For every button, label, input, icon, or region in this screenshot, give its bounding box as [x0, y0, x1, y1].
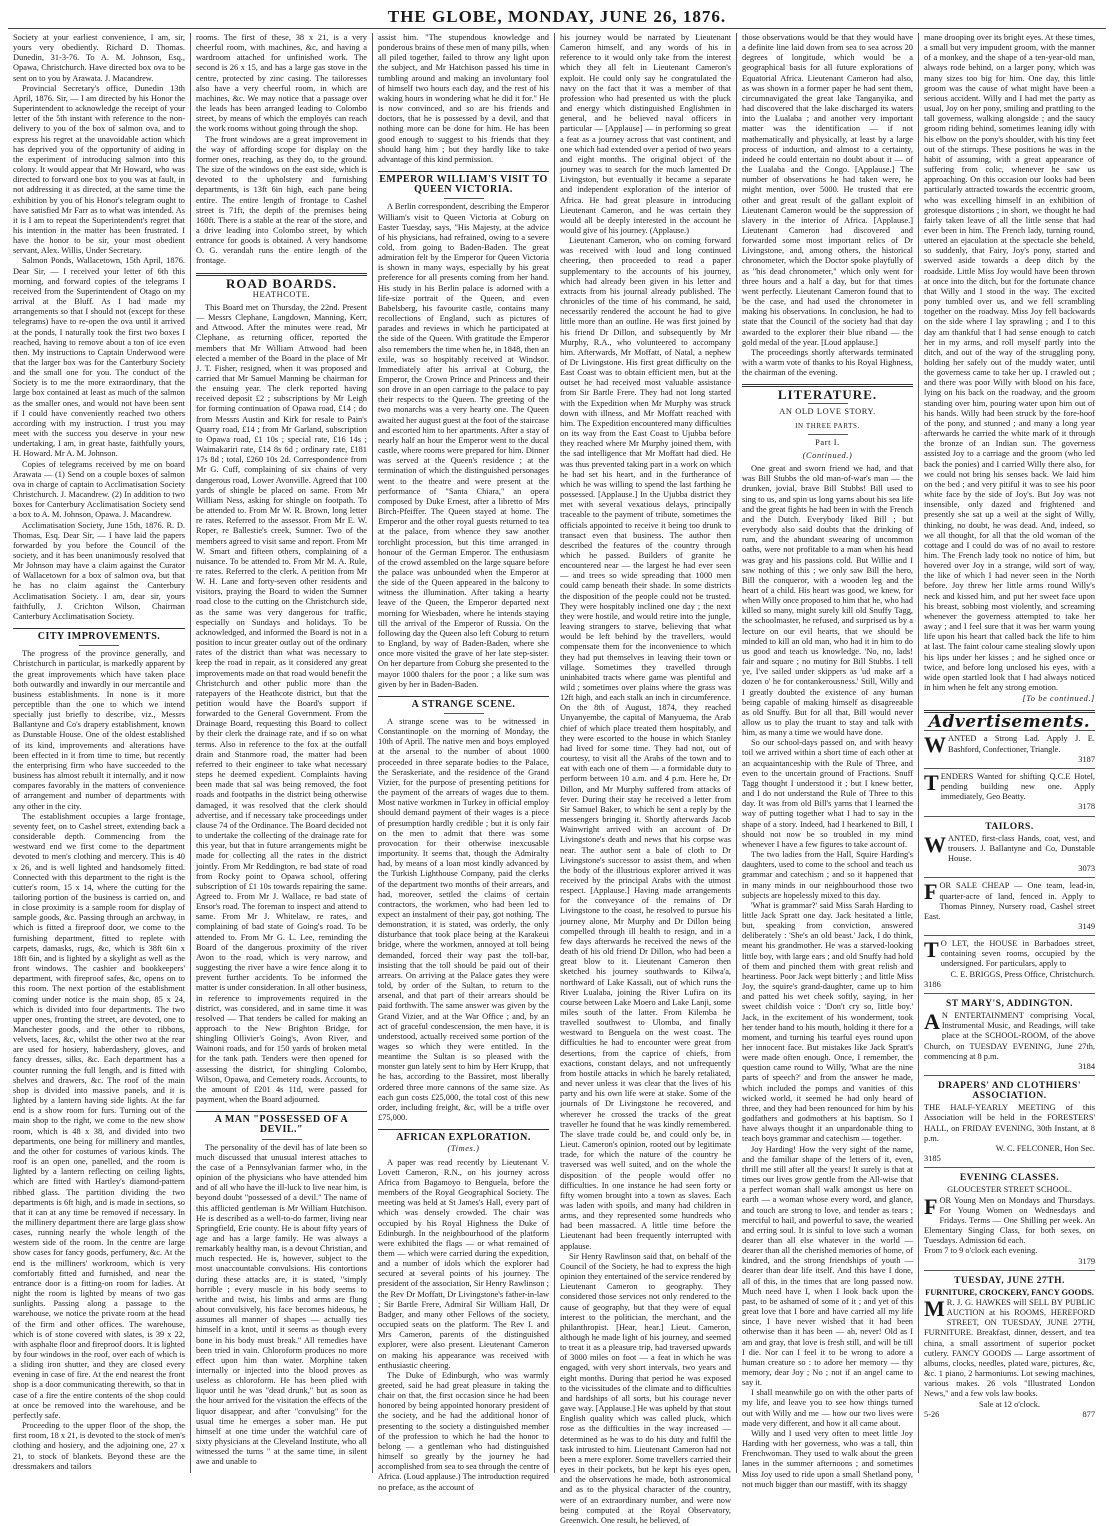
- city-continued: rooms. The first of these, 38 x 21, is a very cheerful room, with machines, &c, and having a wardroom attached for unfinished work. The second is 26 x 15, and has a large gas stove in the centre, protected by zinc casing. The tailoresses also have a very cheerful room, in which are machines, &c. We may notice that a passage over the leads has been arranged leading to Colombo street, by means of which the employés can reach the work rooms without going through the shop.: [196, 33, 367, 134]
- heading-man-possessed: A MAN "POSSESSED OF A DEVIL.": [214, 1114, 349, 1136]
- story-paragraph-7: Willy and I used very often to meet little Joy Harding with her governess, who was a tall, thin Frenchwoman. They used to walk about the green lanes in the summer afternoons ; and sometimes Miss Joy used to ride upon a small Shetland pony, not much bigger than our mastiff, with its shaggy: [742, 1428, 913, 1489]
- african-paragraph-3: Lieutenant Cameron, who on coming forward was received with loud and long continued cheering, then proceeded to read a paper supplementary to the accounts of his journey, which had already been given in his letter and extracts from his journal already published. The chronicles of the time of his command, he said, necessarily rendered the account he had to give little more than an outline. He was first joined by his friend Dr Dillon, and subsequently by Mr Murphy, R.A., who volunteered to accompany him. Afterwards, Mr Moffatt, of Natal, a nephew of Dr Livingstone. His first great difficulty on the East Coast was to obtain efficient men, but at the outset he had received most valuable assistance from Sir Bartle Frere. They had not long started with the Expedition when Mr Murphy was struck down with illness, and Mr Moffatt reached with him. The Expedition encountered many difficulties on its way from the East Coast to Ujubba before they reached where Mr Murphy joined them, with the sad intelligence that Mr Moffatt had died. He was thus prevented taking part in a work on which he had set his heart, and in the furtherance of which he was willing to spend the last farthing he possessed. [Applause.] In the Ujubba district they met with several vexatious delays, principally traceable to the payment of tribute, sometimes the officials appointed to receive it being too drunk to transact even that business. The author then described the features of the country through which he passed. Builders of granite he encountered near — the largest he had ever seen — and trees so wide spreading that 1000 men could camp beneath their shade. In some districts the disposition of the people could not be trusted. They were hospitably inclined one day ; the next they were hostile, and would retire into the jungle, leaving strangers to starve, believing that what would be left behind by the travellers, would compensate them for the inconvenience to which they had put themselves in leaving their town or village. Sometimes they travelled through uninhabited tracts where game was plentiful and wild ; sometimes over plains where the grass was 12ft high, and each stalk an inch in circumference. On the 8th of August, 1874, they reached Unyanyembe, the capital of Manyuema, the Arab chief of which place treated them hospitably, and they were escorted to the house in which Stanley had lived for some time. They had not, out of courtesy, to visit all the Arabs of the town and to eat with each one of them — a formidable duty to perform between 10 a.m. and 4 p.m. Here he, Dr Dillon, and Mr Murphy suffered from attacks of fever. During their stay he received a letter from Sir Samuel Baker, to which he sent a reply by the messengers bringing it. Shortly afterwards Jacob Wainwright arrived with an account of Dr Livingstone's death and news that his corpse was near. The author sent a bale of cloth to Dr Livingstone's successor to assist them, and when the body of the illustrious explorer arrived it was received by the principal Arabs with the utmost respect. [Applause.] Having made arrangements for the conveyance of the remains of Dr Livingstone to the coast, he resolved to pursue his journey alone, Mr Murphy and Dr Dillon being compelled through ill health to resign, and in a few days afterwards he received the news of the death of his old friend Dr Dillon, who had been a great blow to it. Lieutenant Cameron then sketched his journey southwards to Kilwa'a, northward of Lake Kassali, out of which runs the River Lualaba, joining the River Lufira on its course between Lake Moero and Lake Lanji, some miles south of the latter. From Kilemba he travelled southwest to Ulomba, and finally westward to Benguela on the west coast. The difficulties he had to encounter were great from desertions, from the caprice of chiefs, from exactions, constant delays, and not unfrequently from hostile attacks in which he barely retaliated, and never unless it was clear that the lives of his party and his own life were at stake. Some of the journals of Dr Livingstone he recovered, and wherever he crossed the tracks of the great traveller he found that he was kindly remembered. The slave trade could be, and could only be, in Lieut. Cameron's opinion, rooted out by legitimate trade, for which the nature of the country he traversed was well suited, and on the whole the disposition of the people would offer no difficulties. In one instance he had seen forty or fifty women brought into a town as slaves. Each was laden with spoils, and many had children in arms, and they represented some hundreds who had been massacred. A little time before the Lieutenant had been frequently interrupted with applause.: [560, 236, 731, 1251]
- ad-subheading: FURNITURE, CROCKERY, FANCY GOODS.: [925, 1287, 1094, 1297]
- section-divider: [378, 171, 549, 172]
- column-4: [554, 33, 736, 1525]
- city-paragraph-2: The establishment occupies a large frontage, seventy feet, on to Cashel street, extending back a considerable depth. Commencing from the westward end we first come to the department devoted to men's clothing and mercery. This is 40 x 26, and is well lighted and handsomely fitted. Connected with this department to the right is the cutter's room, 15 x 14, where the cutting for the tailoring portion of the business is carried on, and in close proximity is a sample room for display of sample goods, &c. Passing through an archway, in which is fitted a fireproof door, we come to the furnishing department, fitted to replete with carpets, damasks, rugs, &c, which is 38ft 6in x 18ft 6in, and is lighted by a skylight as well as the front windows. The cashier and bookkeepers' department, with fireproof safes, &c, opens on to this room. The next portion of the establishment coming under notice is the main shop, 85 x 24, which is divided into four departments. The two upper ones, fronting the street, are devoted, one to Manchester goods, and the other to ribbons, velvets, laces, &c, whilst the other two at the rear are used for hosiery, haberdashery, gloves, and fancy dresses, silks, &c. Each department has a counter running the full length, and is fitted with shelves and drawers, &c. The roof of the main shop is divided into massive panels, and it is lighted by a lantern having side lights. At the far end is a show room for furs. Turning out of the main shop to the right, we come to the new show room, which is 48 x 38, and divided into two departments, one being for millinery and mantles, and the other for costumes of various kinds. The roof is an open one, panelled, and the room is lighted by a lantern reflecting on ceiling lights, which are fitted with Hartley's diamond-pattern ribbed glass. The partition dividing the two departments is 6ft high, and is made in sections, so that it can at any time be removed if necessary. In the millinery department there are large glass show cases, running nearly the whole length of the western side of the room. In the centre are large show cases for fancy goods, perfumery, &c. At the end is the milliners' workroom, which is very comfortably fitted and furnished, and near the entrance door is a fitting-on room for ladies. At night the room is lighted by means of two gas sunlights. Passing along a passage to the warehouse, we notice the private room at the head of the firm and other offices. The warehouse, which is of stone covered with slates, is 39 x 22, with asphalte floor and fireproof doors. It is lighted by four windows in the roof, over each of which is a sliding iron shutter, and they are closed every evening in case of fire. At the end nearest the front shop is a door communicating therewith, so that in case of a fire the entire contents of the shop could at once be removed into the warehouse, and be perfectly safe.: [13, 811, 185, 1420]
- column-6: [918, 33, 1100, 1473]
- african-paragraph-1: A paper was read recently by Lieutenant V. Lovett Cameron, R.N., on his journey across Africa from Bagamoyo to Benguela, before the members of the Royal Geographical Society. The meeting was held at St James's Hall, every part of which was densely crowded. The chair was occupied by his Royal Highness the Duke of Edinburgh. In the neighbourhood of the platform were exhibited the flags — or what remained of them — which were carried during the expedition, and a number of idols which the explorer had secured at several points of his journey. The president of the association, Sir Henry Rawlinson ; the Rev Dr Moffatt, Dr Livingstone's father-in-law ; Sir Bartle Frere, Admiral Sir William Hall, Dr Badger, and many other Fellows of the society, occupied seats on the platform. The Rev I. and Mrs Cameron, parents of the distinguished explorer, were also present. Lieutenant Cameron on making his appearance was received with enthusiastic cheering.: [378, 1157, 549, 1370]
- columns: [8, 33, 1106, 1525]
- heading-road-boards: ROAD BOARDS.: [226, 275, 337, 291]
- ad-heading: EVENING CLASSES.: [959, 1173, 1060, 1184]
- drop-cap: F: [924, 1193, 938, 1219]
- ad-number: 3184: [1078, 1061, 1095, 1071]
- ad-subheading: GLOUCESTER STREET SCHOOL.: [947, 1185, 1072, 1195]
- ad-tailors: [924, 816, 1095, 878]
- ad-number: 3185: [924, 1154, 941, 1164]
- drop-cap: W: [924, 732, 946, 758]
- part-label: Part I.: [815, 437, 840, 447]
- drop-cap: M: [924, 1295, 945, 1321]
- ad-number: 3186: [924, 979, 941, 989]
- section-divider: [378, 1129, 549, 1130]
- story-paragraph-6: I shall meanwhile go on with the other parts of my life, and leave you to see how things turned out with Willy and me — how our two lives were made very different, and how it all came about.: [742, 1388, 913, 1428]
- column-2: [190, 33, 372, 1473]
- heading-rule: [808, 403, 848, 404]
- heading-rule: [444, 713, 484, 714]
- heading-literature: LITERATURE.: [777, 387, 878, 403]
- story-continued: mane drooping over its bright eyes. At these times, a small but very impudent groom, with the manner of a monkey, and the shape of a ten-year-old man, always rode behind, on a larger pony, which was many sizes too big for him. One day, this little groom was the cause of what might have been a serious accident. Willy and I had met the party as usual, Joy on her pony, smiling and prattling to the tall governess, walking alongside ; and the saucy groom riding behind, sometimes leaning idly with his elbow on the pony's shoulder, with his tiny feet out of the stirrups. These positions he was in the habit of assuming, with a great appearance of suffering from colic, whenever he saw us approaching. On this occasion our looks had been particularly attracted towards the eccentric groom, who was excelling himself in an exhibition of grotesque distortions ; in short, we thought he had fairly taken leave of all the little sense that had ever been in him. The French lady, turning round, uttered an ejaculation at the spectacle she beheld, so suddenly, that Fairy, Joy's pony, started and swerved aside towards a deep ditch by the roadside. Little Miss Joy would have been thrown at once into the ditch, but for the fortunate chance that Willy and I stood in the way. The excited pony tumbled over us, and we fell scrambling together on the roadway. Miss Joy fell backwards on the side where I lay sprawling ; and I to this day am thankful that I had sense enough to catch her in my arms, and roll myself partly into the ditch, and out of the way of the struggling pony, holding her safely out of the muddy water, until the governess came to take her up. I crawled out ; and there was poor Willy with blood on his face, lying on his back on the roadway, and the groom standing over him, pouring water upon him out of his hands. Willy had been struck by the fore-hoof of the pony, and stunned ; and many a long year afterwards he carried the white mark of it through the bronze of an Indian sun. The governess assisted Joy to a carriage and the groom (who led back the ponies) and I carried Willy there also, for we could not bring his senses back. We laid him on the bed ; and very pitiful it was to see his poor white face by the side of Joy's. But Joy was not insensible, only dazed and frightened and presently she sat up a weil at the sight of Willy, thinking, no doubt, he was dead. And, indeed, so we all thought, for all that the old woman of the cottage and I could do was of no avail to restore him. The French lady took no notice of him, but hovered over Joy in a strange, wild sort of way, the like of which I had never seen in the North before. Joy threw her little arms round Willy's neck and kissed him, and put her sweet face upon his breast, sobbing most violently, and screaming whenever the governess attempted to take her away ; and I feel sure that it was her warm young life upon his heart that called back the life to him at last. The faint colour came stealing slowly upon his lips under her kisses ; and he sighed once or twice, and before long unclosed his eyes, with a wide open startled look that I had always noticed in him when he felt any strong emotion.: [924, 33, 1095, 692]
- ad-heading: ST MARY'S, ADDINGTON.: [945, 998, 1073, 1009]
- emperor-paragraph: A Berlin correspondent, describing the Emperor William's visit to Queen Victoria at Coburg on Easter Tuesday, says, "His Majesty, at the advice of his physicians, had refrained, owing to a severe cold, from going to Baden-Baden. The great admiration felt by the Emperor for Queen Victoria is shown in many ways, especially by his great preference for all presents coming from her hand. His study in his Berlin palace is adorned with a life-size portrait of the Queen, and even Babelsberg, his favourite castle, contains many recollections of England, such as pictures of parades and reviews in which he participated at the side of the Queen. With gratitude the Emperor also remembers the time when he, in 1848, then an exile, was so hospitably received at Windsor. Immediately after his arrival at Coburg, the Emperor, the Crown Prince and Princess and their son drove in an open carriage to the palace to pay their respects to the Queen. The greeting of the two monarchs was a very hearty one. The Queen awaited her august guest at the foot of the staircase and escorted him to her apartments. After a stay of nearly half an hour the Emperor went to the ducal castle, where rooms were prepared for him. Dinner was served at the Queen's residence ; at the termination of which the distinguished personages went to the theatre and were present at the performance of "Santa Chiara," an opera composed by Duke Ernest, after a libretto of Mrs Birch-Pfeiffer. The Queen stayed at home. The Emperor and the other royal guests returned to tea at the palace, from whence they saw another torchlight procession, but this time arranged in honour of the German Emperor. The enthusiasm of the crowd assembled on the large square before the palace was unbounded when the Emperor at the side of the Queen appeared in the balcony to witness the illumination. After taking a hearty leave of the Queen, the Emperor departed next morning for Wiesbaden, where he intends staying till the arrival of the Emperor of Russia. On the following day the Queen also left Coburg to return to England, by way of Baden-Baden, where she once more visited the grave of her late step-sister. On her departure from Coburg she presented to the mayor 1000 thalers for the poor ; a like sum was given by her in Baden-Baden.: [378, 202, 549, 689]
- man-possessed-paragraph: The personality of the devil has of late been so much discussed that unusual interest attaches to the case of a Pennsylvanian farmer who, in the opinion of the physicians who have attended him and of all who have the ill-luck to live near him, is beyond doubt "possessed of a devil." The name of this afflicted gentleman is Mr William Hutchison. He is described as a well-to-do farmer, living near Springfield, Erie county. He is about fifty years of age and has a large family. He was always a remarkably healthy man, is a devout Christian, and much respected. He is, however, subject to the most unaccountable convulsions. His contortions during these attacks are, it is stated, "simply horrible ; every muscle in his body seems to writhe and twist, his limbs and arms are flung about convulsively, his face becomes hideous, he assumes all manner of shapes — actually ties himself in a knot, until it seems as though every bone in his body must break." All remedies have been tried in vain. Chloroform produces no more effect upon him than water. Morphine taken internally or injected into the blood proves as useless as chloroform. He has been plied with liquor until he was "dead drunk," but as soon as the hour arrived for the visitation the effects of the liquor disappear, and after "convulsing" for the usual time he emerges a sober man. He put himself at one time under the watchful care of sixty physicians at the Cleveland Institute, who all witnessed the turns " at the same time, in silent awe and unable to: [196, 1142, 367, 1467]
- drop-cap: T: [924, 937, 939, 963]
- ad-entertainment: [924, 993, 1095, 1075]
- road-boards-paragraph: This Board met on Thursday, the 22nd. Present — Messrs Clephane, Langdown, Manning, Kerr, and Attwood. After the minutes were read, Mr Clephane, as returning officer, reported the members that Mr William Attwood had been elected a member of the Board in the place of Mr J. T. Fisher, resigned, when it was proposed and carried that Mr Samuel Manning be chairman for the ensuing year. The clerk reported having received deposit £2 ; subscriptions by Mr Leigh for forming continuation of Opawa road, £14 ; do from Messrs Austin and Kirk for resale to Pain's Quarry road, £14 ; from Mr Garland, subscription to Opawa road, £1 10s ; special rate, £16 14s ; Waimakariri rate, £14 8s 6d ; ordinary rate, £181 17s 8d ; total, £260 10s 2d. Correspondence from Mr G. Cuff, complaining of six chains of very dangerous road, Lower Avonville. Agreed that 100 yards of shingle be placed on same. From Mr William Ness, asking for shingle on footpath. To be attended to. From Mr W. R. Brown, long letter re rates. Referred to the assessor. From Mr E. W. Roper, re Ballestie's creek, Sumner. Two of the members agreed to visit same and report. From Mr W. Smart and fifteen others, complaining of a nuisance. To be attended to. From Mr M. A. Rule, re rates. Referred to the clerk. A petition from Mr W. H. Lane and forty-seven other residents and visitors, praying the Board to widen the Sumner road close to the cutting on the Christchurch side, as the same was very dangerous for traffic, especially on Sundays and holidays. To be acknowledged, and informed the Board is not in a position to incur greater outlay out of the ordinary rates of the district than what was necessary to keep the road in repair, as it considered any great improvements made on that road would benefit the Christchurch and other public more than the ratepayers of the Heathcote district, but that the petition would have the Board's support if forwarded to the General Government. From the Drainage Board, requesting this Board to collect by their clerk the drainage rate, and if so on what terms. Also in reference to the fox at the outfall drain and Stanmore road, the matter had been referred to their engineer to take what necessary steps he deemed expedient. Complaints having been made that sal was being removed, the foot roads and footpaths in the district being otherwise damaged, it was resolved that the clerk should advertise, and if necessary take proceedings under clause 74 of the Ordinance. The Board decided not to undertake the collecting of the drainage rate for this year, but that in future arrangements might be made for collecting all the rates in the district jointly. From Mr Reddington, re bad state of road from Rocky point to Opawa school, offering subscription of £1 10s towards repairing the same. Agreed to. From Mr J. Wallace, re bad state of Ensor's road. The foreman to inspect and attend to same. From Mr J. Whitelaw, re rates, and complaining of bad state of Going's road. To be attended to. From Mr G. L. Lee, reminding the Board of the dangerous proximity of the river Avon to the road, which is very narrow, and suggesting the river have a wire fence along it to prevent further accidents. To be informed the matter is under consideration. In all other business, in reference to improvements required in the district, was considered, and in same time it was resolved — That tenders be called for making an approach to the New Brighton Bridge, for shingling Ollivier's Going's, Avon River, and Wainoni roads, and for 150 yards of broken metal for the tank path. Tenders were then opened for assessing the district, for shingling Colombo, Wilson, Opawa, and Cemetery roads. Accounts, to the amount of £201 4s 11d, were passed for payment, when the Board adjourned.: [196, 302, 367, 1105]
- man-possessed-continued: assist him. "The stupendous knowledge and ponderous brains of these men of many pills, when all piled together, failed to throw any light upon the subject, and Mr Hatchison passed his time in tumbling around and making an involuntary fool of himself two hours each day, and the rest of his waking hours in wondering what he did it for." He is now convinced, and so are his friends and doctors, that he is possessed by a devil, and that nothing more can be done for him. He has been good enough to suggest to his friends that they should hang him ; but they hardly like to take advantage of this kind permission.: [378, 33, 549, 164]
- ad-footer: Sale at 12 o'clock.: [978, 1399, 1041, 1409]
- story-paragraph-3: The two ladies from the Hall, Squire Harding's daughters, used to come to the school and teach us grammar and catechism ; and so it happened that in many minds in our neighbourhood those two subjects are hopelessly mixed to this day.: [742, 850, 913, 900]
- story-paragraph-1: One great and sworn friend we had, and that was Bill Stubbs the old man-of-war's man — the drunken, jovial, brave Bill Stubbs! Bill used to sing to us, and spin us long yarns about his sea life and the great fights he had been in with the French and the Dutch. Everybody liked Bill ; but everybody also said doubts that the drinking of rum, and the abundant swearing of uncommon oaths, were not profitable to a man when his head was gray and his passions cold. But Willie and I saw nothing of this ; we only saw Bill the hero, Bill the conqueror, with a wooden leg and the heart of a child. His heart was good, we knew, for when Willy once proposed to him that he, who had killed so many, might surely kill old Snuffy Tagg, the schoolmaster, he refused, and surprised us by a lecture on our evil hearts, that we should be minded to kill an old man, who had it in him to do us good and teach us knowledge. 'No, no, lads! fair and square ; no mutiny for Bill Stubbs. I tell ye, I've sailed under skippers as 'ud make arf a dozen o' he for contankerousness.' Still, Willy and I greatly doubted the existence of any human being capable of making himself as disagreeable as old Snuffy. But for all that, Bill would never allow us to play the truant to stay and talk with him, as many a time we would have done.: [742, 464, 913, 738]
- heading-strange-scene: A STRANGE SCENE.: [411, 698, 516, 710]
- section-divider: [13, 628, 185, 629]
- correspondence-5: Acclimatisation Society, June 15th, 1876. R. D. Thomas, Esq. Dear Sir, — I have laid the papers forwarded by you before the Council of the society, and it has been unanimously resolved that Mr Johnson may have a claim against the Curator of Wallacetown for a box of salmon ova, but that he has no claim against the Canterbury Acclimatisation Society. I am, dear sir, yours faithfully, J. Crichton Wilson, Chairman Canterbury Acclimatisation Society.: [13, 520, 185, 621]
- ad-number: 3149: [1078, 921, 1095, 931]
- ad-text: ANTED a Strong Lad. Apply J. E. Bashford, Confectioner, Triangle.: [948, 734, 1095, 754]
- correspondence-2: Provincial Secretary's office, Dunedin 13th April, 1876. Sir, — I am directed by his Honor the Superintendent to acknowledge the receipt of your letter of the 5th instant with reference to the non-delivery to you of the box of salmon ova, and to express his regret at the unavoidable action which has deprived you of the opportunity of aiding in the experiment of introducing salmon into this colony. It would appear that Mr Howard, who was directed to forward one box to you was at fault, in not addressing it as directed, at the same time the exhibition by you of his Honor's telegram ought to have satisfied Mr Farr as to what was intended. As it is I am to repeat the Superintendent's regret that his intention in the matter has been frustrated. I have the honor to be sir, your most obedient servant, Alex. Willis, Under Secretary.: [13, 83, 185, 256]
- subheading-times: (Times.): [447, 1144, 480, 1154]
- heading-rule: [79, 645, 119, 646]
- story-paragraph-4: 'What is grammar?' said Miss Sarah Harding to little Jack Spratt one day. Jack hesitated a little, but, speaking from conviction, answered deliberately : 'She's an old beast.' Jack, I do think, meant his grandmother. He was a starved-looking little boy, with large ears ; and old Snuffy had hold of them and pinched them with great relish and heartiness. Poor Jack wept bitterly ; and little Miss Joy, the squire's grand-daughter, came up to him and patted his wet cheek softly, saying, in her sweet childish voice : 'Don't cry so, little boy.' Jack, in the excitement of his wonderment, took her tender hand to his mouth, holding it there for a moment, and turning his tearful eyes round upon her innocent face. But mistakes like Jack Spratt's were made often enough. Once, I remember, the question came round to Willy, 'What are the nine parts of speech?' and from the answer he made, which included the pomps and vanities of this wicked world, it seemed he had only heard of three, and they had been renounced for him by his godfathers and godmothers at his baptism. So I have always thought it an unpardonable thing to teach boys grammar and catechism — together.: [742, 900, 913, 1144]
- heading-rule: [444, 198, 484, 199]
- column-5: [736, 33, 918, 1489]
- ad-text: ENDERS Wanted for shifting Q.C.E Hotel, pending building new one. Apply immediately, Geo Beatty.: [940, 771, 1095, 802]
- african-paragraph-4: Sir Henry Rawlinson said that, on behalf of the Council of the Society, he had to express the high opinion they entertained of the service rendered by Lieutenant Cameron to geography. They considered those services not only rendered to the cause of geography, but that they were of equal interest to the politician, the merchant, and the philanthropist. [Hear, hear.] Lieut. Cameron, although he made light of his journey, and seemed to treat it as a pleasure trip, had traversed upwards of 3000 miles on foot — a feat in which he was engaged, with very short intervals, two years and eight months. During that period he was exposed to the vicissitudes of the climate and to difficulties and hardships of all sorts, but his courage never gave way. [Applause.] He was upheld by that stout English quality which was called pluck, which rose as the difficulties in the way increased — determined as he was to do his duty and fulfil the task intrusted to him. Lieutenant Cameron had not been a mere explorer. Some travellers carried their eyes in their pockets, but he kept his eyes open, and the observations he made, both astronomical and as to the physical character of the country, were of an extraordinary number, and were now being computed at the Royal Observatory, Greenwich. One result, he believed, of: [560, 1251, 731, 1525]
- ad-tenders: [924, 768, 1095, 816]
- ad-strong-lad: [924, 730, 1095, 767]
- heading-city-improvements: CITY IMPROVEMENTS.: [37, 631, 161, 643]
- ad-number: 877: [1082, 1409, 1095, 1419]
- ad-text: N ENTERTAINMENT comprising Vocal, Instrumental Music, and Readings, will take place at the SCHOOL-ROOM, of the above Church, on TUESDAY EVENING, June 27th, commencing at 8 p.m.: [924, 1011, 1095, 1061]
- section-divider: [378, 696, 549, 697]
- ad-drapers-association: [924, 1075, 1095, 1167]
- column-1: [8, 33, 190, 1473]
- masthead: THE GLOBE, MONDAY, JUNE 26, 1876.: [8, 6, 1106, 29]
- correspondence-3: Salmon Ponds, Wallacetown, 15th April, 1876. Dear Sir, — I received your letter of 6th this morning, and forward copies of the telegrams I received from the Superintendent of Otago on my arrival at the Bluff. As I had made my arrangements so that I should not (except for these telegrams) have to re-open the ova until it arrived at the ponds, I naturally took the first two boxes I reached, having to remove about a ton of ice even then. My instructions to Captain Underwood were that the larger box was for the Canterbury Society and the small one for you. The conduct of the Society is to me the more extraordinary, that the large box contained at least as much of the salmon as the smaller ones, and would not have been sent if I could have conveniently reached two others according with my instruction. I trust you may meet with the success you deserve in your new undertaking, I am, in great haste, faithfully yours, H. Howard. Mr A. M. Johnson.: [13, 256, 185, 459]
- continued-label: (Continued.): [802, 450, 853, 460]
- drop-cap: A: [924, 1009, 940, 1035]
- ad-signature: C. E. BRIGGS, Press Office, Christchurch.: [950, 969, 1095, 979]
- ad-text: THE HALF-YEARLY MEETING of this Association will be held in the FORESTERS' HALL, on FRIDAY EVENING, 30th Instant, at 8 p.m.: [924, 1103, 1095, 1143]
- subheading-old-love-story: AN OLD LOVE STORY.: [779, 407, 876, 417]
- african-closing: The proceedings shortly afterwards terminated with a warm vote of thanks to his Royal Highness, the chairman of the evening.: [742, 347, 913, 378]
- drop-cap: T: [924, 769, 939, 795]
- correspondence-1: Society at your earliest convenience, I am, sir, yours very obediently. Richard D. Thomas. Dunedin, 31-3-76. To A. M. Johnson, Esq., Opawa, Christchurch. Have directed box ova to be sent on to you by Arawata. J. Macandrew.: [13, 33, 185, 83]
- section-divider: [196, 1111, 367, 1112]
- column-3: [372, 33, 554, 1492]
- ad-text: ANTED, first-class Hands, coat, vest, and trousers. J. Ballantyne and Co, Dunstable House.: [948, 833, 1095, 864]
- to-be-continued: [To be continued.]: [1022, 694, 1095, 704]
- ad-text: OR SALE CHEAP — One team, lead-in, quarter-acre of land, fenced in. Apply to Thomas Pinney, Nursery road, Cashel street East.: [924, 881, 1095, 921]
- advertisements-title: Advertisements.: [928, 712, 1091, 733]
- subheading-in-three-parts: IN THREE PARTS.: [795, 421, 860, 430]
- african-continued: his journey would be narrated by Lieutenant Cameron himself, and any words of his in reference to it would only take from the interest which they all felt in Lieutenant Cameron's exploit. He could only say he congratulated the navy on the fact that it was a member of that profession who had presented us with the pluck and energy which distinguished Englishmen in general, and he believed naval officers in particular — [Applause] — in performing so great a feat as a journey across that vast continent, and one which had extended over a period of two years and eight months. The original object of the journey was to search for the much lamented Dr Livingston, but eventually it became a separate and independent exploration of the interior of Africa. He had great pleasure in introducing Lieutenant Cameron, and he was certain they would all be deeply interested in the account he would give of his journey. (Applause.): [560, 33, 731, 235]
- african-continued-2: those observations would be that they would have a definite line laid down from sea to sea across 20 degrees of longitude, which would be a geographical basis for all future explorations of Equatorial Africa. Lieutenant Cameron had also, as was shown in a former paper he had sent them, circumnavigated the great lake Tanganyika, and had discovered that the lake discharged its waters into the Lualaba ; and another very important matter was the identification — if not mathematically and physically, at least by a large process of induction, and almost to a certainty, indeed he could entertain no doubt about it — of the Lualaba and the Congo. [Applause.] The number of observations he had taken were, he might mention, over 5000. He trusted that ere other and great result of the gallant exploit of Lieutenant Cameron would be the suppression of slavery in the interior of Africa. [Applause.] Lieutenant Cameron had discovered and forwarded some most important relics of Dr Livingstone, and, among others, the historical chronometer, which the Doctor spoke playfully of as "his dead chronometer," which only went for three hours and a half a day, but for that times went perfectly. Lieutenant Cameron found that to be the case, and had used the chronometer in making his observations. In conclusion, he had to state that the Council of the society had that day awarded to the explorer their blue riband — the gold medal of the year. [Loud applause.]: [742, 33, 913, 347]
- subheading-heathcote: HEATHCOTE.: [252, 289, 311, 299]
- ad-heading: TAILORS.: [985, 821, 1034, 832]
- heading-african-exploration: AFRICAN EXPLORATION.: [396, 1132, 531, 1144]
- heading-emperor-visit: EMPEROR WILLIAM'S VISIT TO QUEEN VICTORIA.: [379, 174, 548, 196]
- drop-cap: F: [924, 879, 938, 905]
- drop-cap: W: [924, 831, 946, 857]
- city-paragraph-3: Proceeding to the upper floor of the shop, the first room, 18 x 21, is devoted to the stock of men's clothing and hosiery, and the adjoining one, 27 x 21, to stock of blankets. Beyond these are the dressmakers and tailors: [13, 1421, 186, 1471]
- ad-text: R. J. G. HAWKES will SELL BY PUBLIC AUCTION at his ROOMS, HEREFORD STREET, ON TUESDAY, JUNE 27TH, FURNITURE. Breakfast, dinner, dessert, and tea china, a small assortment of superior pocket cutlery. FANCY GOODS — Large assortment of albums, clocks, needles, plated ware, pictures, &c, &c. 1 piano, 2 harmoniums. Lot sewing machines, various makes. 26 vols "Illustrated London News," and a few vols law books.: [924, 1297, 1095, 1399]
- ad-heading: TUESDAY, JUNE 27TH.: [954, 1275, 1065, 1286]
- heading-rule: [262, 1139, 302, 1140]
- ad-number: 3178: [1078, 802, 1095, 812]
- ad-footer: From 7 to 9 o'clock each evening.: [924, 1246, 1038, 1256]
- ad-text: OR Young Men on Mondays and Thursdays. For Young Women on Wednesdays and Fridays. Terms — One Shilling per week. An Elementary Singing Class, for both sexes, on Tuesdays. Admission 6d each.: [924, 1195, 1095, 1246]
- ad-number: 3073: [1078, 864, 1095, 874]
- ad-text: O LET, the HOUSE in Barbadoes street, containing seven rooms, occupied by the undersigned. For particulars, apply to: [940, 939, 1095, 969]
- city-paragraph-1: The progress of the province generally, and Christchurch in particular, is markedly apparent by the great improvements which have taken place both outwardly and inwardly in our mercantile and business establishments. In none is it more perceptible than the one to which we intend specially just briefly to describe, viz., Messrs Ballantyne and Co's drapery establishment, known as Dunstable House. One of the oldest established of its kind, improvements and alterations have been effected in it from time to time, but recently the enterprising firm who have succeeded to the business has almost rebuilt it internally, and it now compares favorably in the matters of convenience of arrangement and number of departments with any other in the city.: [13, 649, 185, 811]
- ad-evening-classes: [924, 1167, 1095, 1269]
- story-paragraph-2: So our school-days passed on, and with heavy toil we arrived within a short time of each other at an acquaintanceship with the Rule of Three, and even to the uncertain ground of Fractions. Snuff Tagg thought I understood it ; but I knew better, and I do not understand the Rule of Three to this day. It was from old Bill's yarns that I learned the way of putting together what I had to say in the shape of a story. Indeed, had I hearkened to Bill, I should not now be so troubled in my mind whenever I have a few figures to take account of.: [742, 738, 913, 849]
- ad-heading: DRAPERS' AND CLOTHIERS' ASSOCIATION.: [938, 1081, 1081, 1102]
- ad-signature: W. C. FELCONER, Hon Sec.: [995, 1143, 1095, 1153]
- ad-code: 5-26: [924, 1409, 940, 1419]
- ad-auction: [924, 1270, 1095, 1423]
- heading-rule: [808, 434, 848, 435]
- ad-number: 3179: [1078, 1256, 1095, 1266]
- correspondence-4: Copies of telegrams received by me on board Arawata — (1) Send on a couple boxes of salmon ova in charge of captain to Acclimatisation Society Christchurch. J. Macandrew. (2) In addition to two boxes for Canterbury Acclimatisation Society send a box to A. M. Johnson, Opawa. J. Macandrew.: [13, 459, 185, 520]
- strange-scene-paragraph: A strange scene was to be witnessed in Constantinople on the morning of Monday, the 10th of April. The native men and boys employed at the arsenal to the number of about 1000 proceeded in three separate bodies to the Palace, the Seraskeriate, and the residence of the Grand Vizier, for the purpose of presenting petitions for the payment of the arrears of wages due to them. Most native workmen in Turkey in official employ should demand payment of their wages is a piece of presumption hardly credible ; but it is only fair on the men to admit that there was some provocation for their otherwise inexcusable importunity. It seems that, though the Admiralty had, by means of a loan most kindly advanced by the Turkish Lighthouse Company, paid the clerks of the department two months of their arrears, and had, moreover, settled the claims of certain contractors, the workmen, who had been led to expect an instalment of their pay, got nothing. The demonstration, it is stated, was orderly, the only disturbance that took place being at the Karakeui bridge, where the workmen, annoyed at toll being demanded, forced their way past the toll-bar, insisting that the toll should be paid out of their arrears. On arriving at the Palace gates they were told, by order of the Sultan, to return to the arsenal, and that part of their arrears should be paid forthwith. The same answer was given by the Grand Vizier, and at the War Office ; and, by an act of graceful condescension, the men have, it is understood, actually received some portion of the wages so which they were entitled. In the meantime the Sultan is so pleased with the monster gun lately sent to him by Herr Krupp, that he has, according to the Bassiret, most liberally ordered three more cannons of the same size. As each gun costs £25,000, the total cost of this new order, including freight, &c, will be a trifle over £75,000.: [378, 717, 549, 1123]
- ad-for-sale: [924, 877, 1095, 935]
- ad-number: 3187: [1078, 754, 1095, 764]
- african-paragraph-2: The Duke of Edinburgh, who was warmly greeted, said he had great pleasure in taking the chair on that, the first occasion since he had been honored by being appointed honorary president of the society, and he had the additional honor of presenting to the society a distinguished member of the profession to which he had the honor to belong — a gentleman who had distinguished himself so greatly by the journey he had accomplished from sea to sea through the centre of Africa. (Loud applause.) The introduction required no preface, as the account of: [378, 1370, 549, 1492]
- story-paragraph-5: Joy Harding! How the very sight of the name, and the familiar shape of the letters of it, even, thrill me still after all the years! It surely is that at times our lives grow gentle from the All-wise that a perfect woman shall walk amongst us here on earth — a woman whose every word, and glance, and touch are strong to love, and tender as tears ; merciful to hail, and powerful to save, the wearied and erring soul. It is sinful to love such a woman dearer than all else whatever in the world — dearer than all the cherished memories of home, of kindred, and the strong friendships of youth — dearer than dear life itself. And this have I done, all of this, in the times that are long passed now. Much need have I, when I look back upon the past, to be ashamed of some of it ; and yet of this great love that I bore and have carried all my life since, I have never wished that it had been otherwise than it has been — ah, never! Old as I am and gray, that love is fresh still, and will be till I die. Nor can I feel it to be wrong to adore a human creature so : to adore her memory — thy memory, dear Joy ; No ; not if an angel came to say it.: [742, 1144, 913, 1388]
- city-continued-2: The front windows are a great improvement in the way of affording scope for display on the former ones, reaching, as they do, to the ground. The size of the windows on the east side, which is devoted to the upholstery and furnishing departments, is 13ft 6in high, each pane being entire. The entire length of frontage to Cashel street is 71ft, the depth of the premises being 160ft. There is a stable at the rear of the store, and a drive leading into Colombo street, by which entrance for goods is obtained. A very handsome O. G. verandah runs the entire length of the frontage.: [196, 134, 367, 266]
- ad-to-let: [924, 935, 1095, 993]
